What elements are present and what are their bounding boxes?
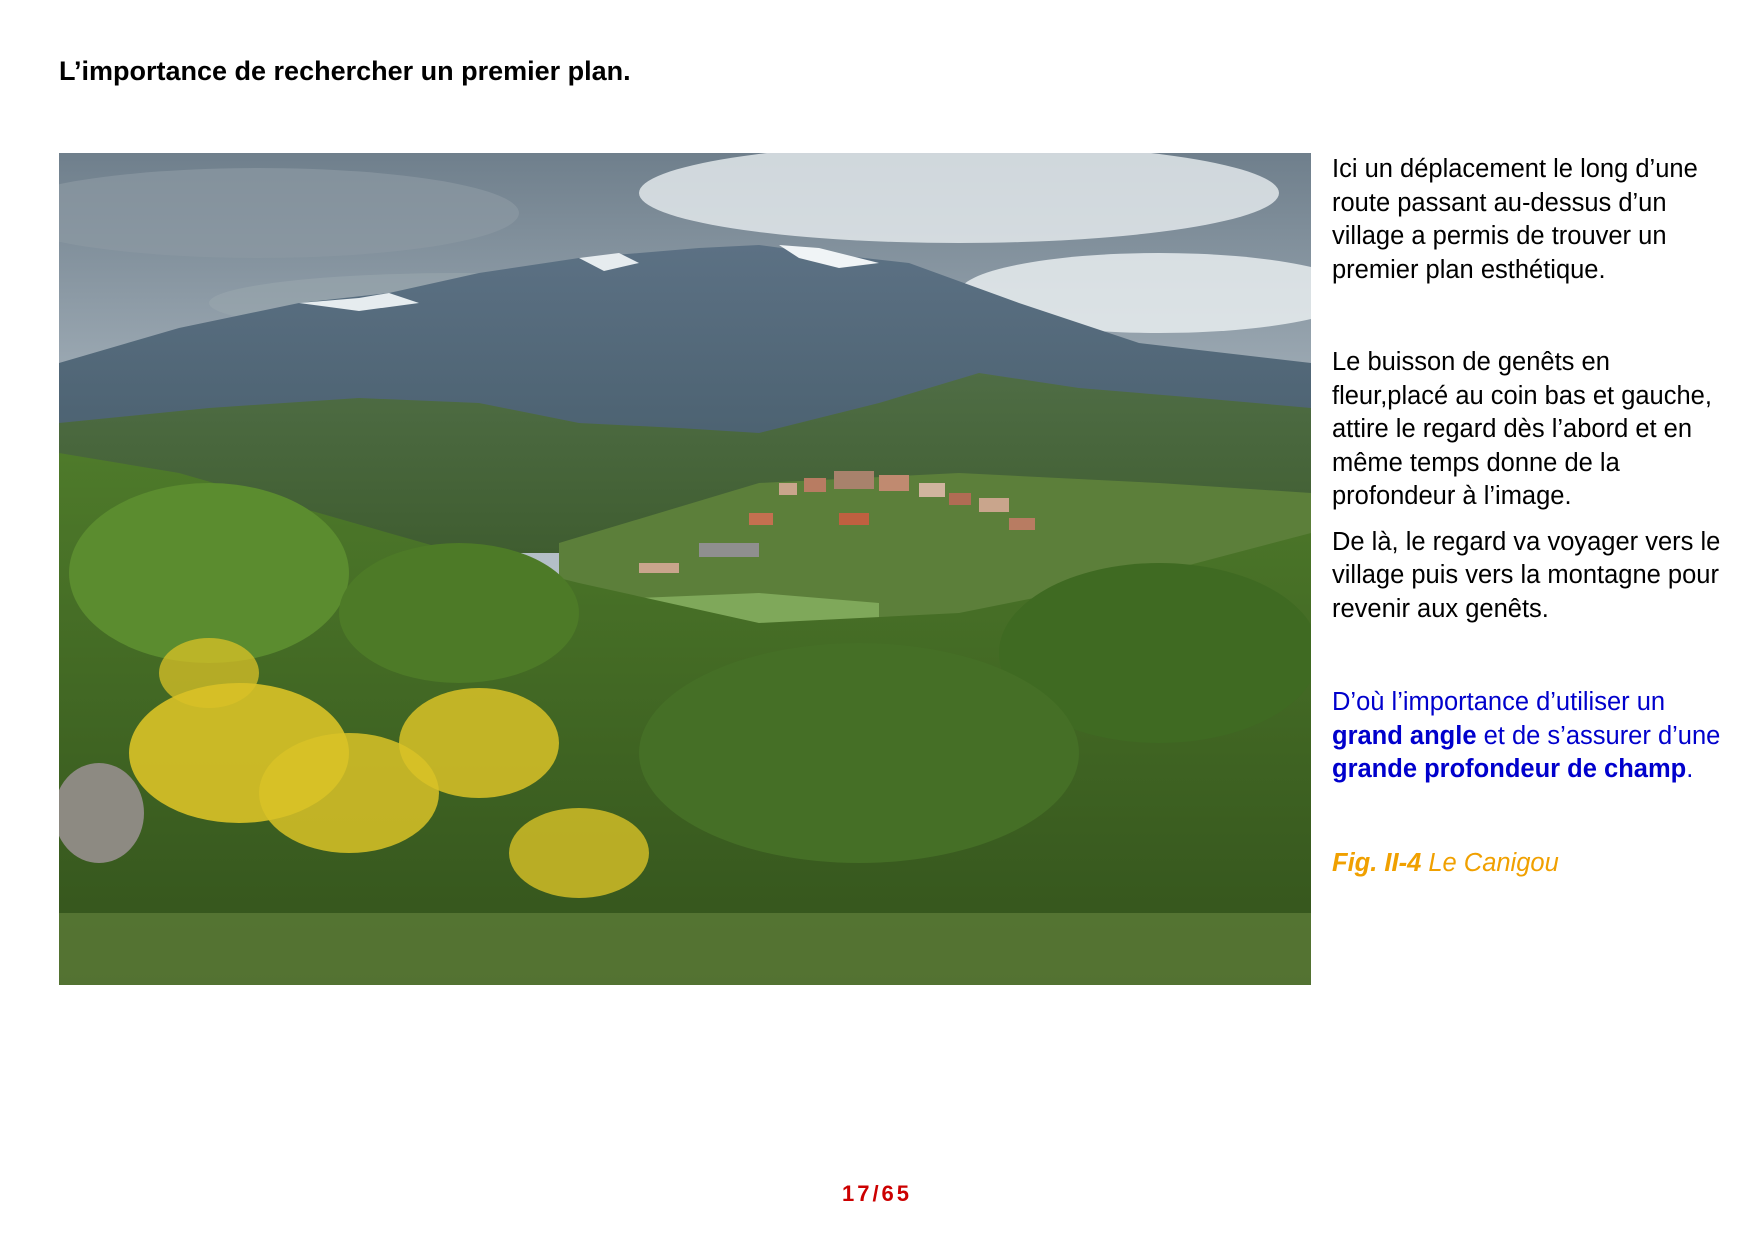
paragraph-4-part-3: . <box>1686 755 1694 783</box>
paragraph-4-bold-2: grande profondeur de champ <box>1332 755 1687 783</box>
figure-caption <box>1332 847 1732 881</box>
paragraph-4-part-1: D’où l’importance d’utiliser un <box>1332 688 1666 716</box>
caption-text: Le Canigou <box>1421 848 1559 877</box>
paragraph-4-part-2: et de s’assurer d’une <box>1476 721 1721 750</box>
paragraph-4 <box>1332 686 1732 787</box>
paragraph-4-bold-1: grand angle <box>1332 721 1477 750</box>
paragraph-1: Ici un déplacement le long d’une route passant au-dessus d’un village a permis de trouver un premier plan esthétique. <box>1332 155 1698 284</box>
side-text <box>1332 153 1732 880</box>
landscape-photo <box>59 153 1311 985</box>
caption-label: Fig. II-4 <box>1332 848 1422 877</box>
page-number: 17/65 <box>841 1181 913 1206</box>
paragraph-2: Le buisson de genêts en fleur,placé au coin bas et gauche, attire le regard dès l’abord et en même temps donne de la profondeur à l’image. <box>1332 348 1712 510</box>
page-title: L’importance de rechercher un premier plan. <box>59 56 631 86</box>
paragraph-3: De là, le regard va voyager vers le village puis vers la montagne pour revenir aux genêts. <box>1332 527 1721 623</box>
